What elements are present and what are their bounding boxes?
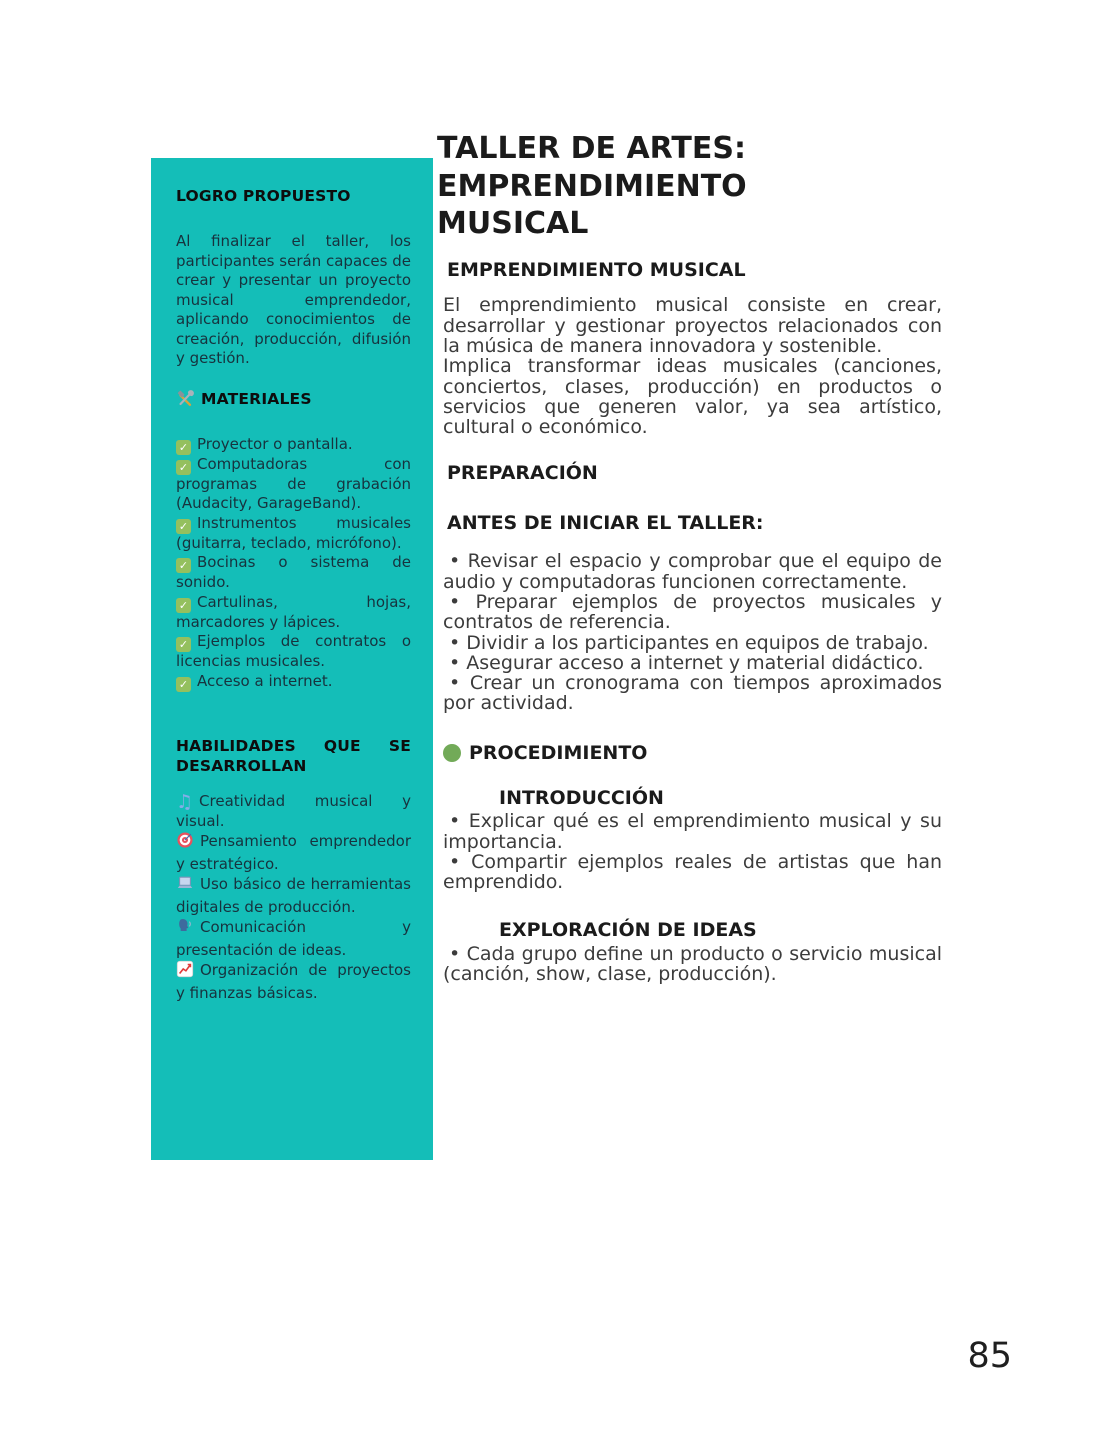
material-item-text: Instrumentos musicales (guitarra, teclado, micrófono). — [176, 513, 411, 552]
antes-item: • Asegurar acceso a internet y material didáctico. — [449, 651, 924, 674]
skill-item — [176, 960, 411, 1003]
material-item-text: Bocinas o sistema de sonido. — [176, 553, 411, 592]
emprendimiento-paragraph: El emprendimiento musical consiste en crear, desarrollar y gestionar proyectos relacionados con la música de manera innovadora y sostenible. — [443, 294, 942, 357]
emprendimiento-section-title: EMPRENDIMIENTO MUSICAL — [447, 258, 746, 281]
skill-item-text: Uso básico de herramientas digitales de producción. — [176, 875, 411, 916]
checkmark-icon: ✓ — [176, 677, 191, 692]
page-number: 85 — [967, 1336, 1012, 1376]
material-item — [176, 672, 411, 692]
skill-item-text: Creatividad musical y visual. — [176, 792, 411, 830]
exploracion-list — [437, 944, 942, 985]
material-item-text: Acceso a internet. — [197, 671, 333, 690]
page-title: TALLER DE ARTES: EMPRENDIMIENTO MUSICAL — [437, 131, 747, 241]
material-item-text: Computadoras con programas de grabación (Audacity, GarageBand). — [176, 454, 411, 513]
habilidades-title: HABILIDADES QUE SE DESARROLLAN — [176, 736, 411, 775]
skill-item — [176, 917, 411, 960]
sidebar — [151, 158, 433, 1160]
exploracion-item: • Cada grupo define un producto o servicio musical (canción, show, clase, producción). — [443, 942, 942, 985]
introduccion-list — [437, 811, 942, 892]
material-item-text: Proyector o pantalla. — [197, 434, 353, 453]
skill-item — [176, 792, 411, 831]
checkmark-icon: ✓ — [176, 558, 191, 573]
antes-item: • Dividir a los participantes en equipos de trabajo. — [449, 631, 929, 654]
antes-item: • Crear un cronograma con tiempos aproximados por actividad. — [443, 672, 942, 715]
skill-item — [176, 874, 411, 917]
introduccion-subsection-title: INTRODUCCIÓN — [499, 786, 664, 809]
procedimiento-section-title: PROCEDIMIENTO — [437, 742, 942, 765]
logro-propuesto-body: Al finalizar el taller, los participantes serán capaces de crear y presentar un proyecto musical emprendedor, aplicando conocimientos de creación, producción, difusión y gestión. — [176, 232, 411, 368]
chart-increasing-icon — [176, 960, 200, 984]
materiales-title: MATERIALES — [176, 389, 411, 409]
material-item — [176, 593, 411, 633]
antes-section-title: ANTES DE INICIAR EL TALLER: — [447, 512, 764, 535]
skill-item-text: Pensamiento emprendedor y estratégico. — [176, 832, 411, 873]
introduccion-item: • Explicar qué es el emprendimiento musical y su importancia. — [443, 810, 942, 853]
laptop-icon — [176, 874, 200, 898]
antes-item: • Revisar el espacio y comprobar que el equipo de audio y computadoras funcionen correctamente. — [443, 550, 942, 593]
materiales-list — [176, 435, 411, 692]
skill-item-text: Comunicación y presentación de ideas. — [176, 918, 411, 959]
checkmark-icon: ✓ — [176, 519, 191, 534]
speaking-head-icon — [176, 917, 200, 941]
material-item — [176, 455, 411, 514]
checkmark-icon: ✓ — [176, 598, 191, 613]
introduccion-item: • Compartir ejemplos reales de artistas que han emprendido. — [443, 851, 942, 894]
logro-propuesto-title: LOGRO PROPUESTO — [176, 187, 351, 205]
material-item — [176, 632, 411, 672]
main-content — [437, 130, 942, 984]
checkmark-icon: ✓ — [176, 460, 191, 475]
antes-list — [437, 551, 942, 714]
material-item — [176, 553, 411, 593]
material-item-text: Cartulinas, hojas, marcadores y lápices. — [176, 592, 411, 631]
preparacion-section-title: PREPARACIÓN — [447, 461, 598, 484]
checkmark-icon: ✓ — [176, 637, 191, 652]
target-icon — [176, 831, 200, 855]
antes-item: • Preparar ejemplos de proyectos musicales y contratos de referencia. — [443, 590, 942, 634]
emprendimiento-paragraph: Implica transformar ideas musicales (canciones, conciertos, clases, producción) en productos o servicios que generen valor, ya sea artístico, cultural o económico. — [443, 355, 942, 439]
green-circle-icon — [443, 744, 461, 762]
habilidades-list — [176, 792, 411, 1003]
skill-item — [176, 831, 411, 874]
material-item — [176, 514, 411, 554]
skill-item-text: Organización de proyectos y finanzas básicas. — [176, 961, 411, 1002]
hammer-wrench-icon — [176, 390, 194, 408]
exploracion-subsection-title: EXPLORACIÓN DE IDEAS — [499, 918, 757, 941]
checkmark-icon: ✓ — [176, 440, 191, 455]
material-item — [176, 435, 411, 455]
music-notes-icon: ♫ — [176, 791, 194, 814]
material-item-text: Ejemplos de contratos o licencias musicales. — [176, 632, 411, 671]
